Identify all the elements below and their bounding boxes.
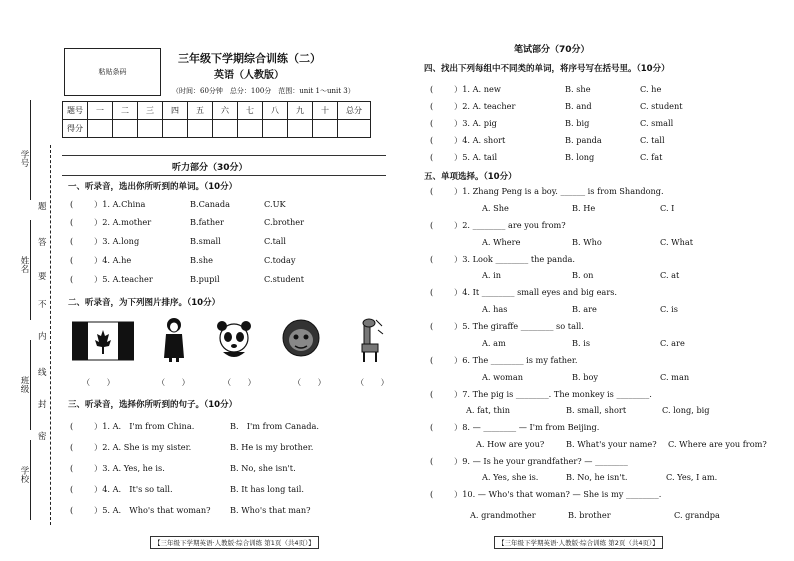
score-input[interactable] (88, 120, 113, 138)
section-3-title: 三、听录音，选择你所听到的句子。（10分） (68, 400, 238, 410)
option-b: B. He is my brother. (230, 442, 314, 452)
score-table-cell: 十 (313, 102, 338, 120)
score-input[interactable] (263, 120, 288, 138)
page-title: 三年级下学期综合训练（二） (178, 52, 321, 65)
option-b: B. is (572, 338, 591, 348)
option-a: A. grandmother (470, 510, 536, 520)
question-5-5: ）5. The giraffe ________ so tall. (454, 321, 584, 331)
option-c: C. Where are you from? (668, 439, 767, 449)
option-b: B. and (565, 101, 592, 111)
answer-paren[interactable]: ( (430, 456, 434, 466)
question-3-1: ）1. A. I'm from China. (94, 421, 195, 431)
option-b: B.pupil (190, 274, 220, 284)
option-b: B. she (565, 84, 591, 94)
name-label: 姓名 (19, 256, 29, 273)
answer-paren[interactable]: ( (430, 254, 434, 264)
seal-line (50, 145, 51, 525)
picture-answer-paren[interactable]: （ ） (82, 377, 115, 387)
question-4-4: ）4. A. short (454, 135, 506, 145)
question-1-4: ）4. A.he (94, 255, 132, 265)
question-1-2: ）2. A.mother (94, 217, 152, 227)
option-b: B. I'm from Canada. (230, 421, 319, 431)
option-b: B. small, short (566, 405, 627, 415)
question-4-1: ）1. A. new (454, 84, 501, 94)
score-table-header-row (63, 102, 371, 120)
option-a: A. Where (482, 237, 521, 247)
picture-answer-paren[interactable]: （ ） (293, 377, 326, 387)
option-c: C. is (660, 304, 678, 314)
score-table-cell: 一 (88, 102, 113, 120)
option-c: C.today (264, 255, 296, 265)
option-b: B. No, she isn't. (230, 463, 296, 473)
answer-paren[interactable]: ( (430, 355, 434, 365)
score-table-score-row (63, 120, 371, 138)
question-3-4: ）4. A. It's so tall. (94, 484, 173, 494)
class-line[interactable] (30, 340, 31, 430)
option-c: C. he (640, 84, 662, 94)
option-b: B.Canada (190, 199, 231, 209)
score-input[interactable] (313, 120, 338, 138)
class-label: 班级 (19, 376, 29, 393)
option-c: C. long, big (662, 405, 710, 415)
section-1-title: 一、听录音，选出你所听到的单词。（10分） (68, 182, 238, 192)
option-c: C.UK (264, 199, 286, 209)
seal-char: 要 (38, 272, 47, 282)
option-a: A. fat, thin (466, 405, 510, 415)
seal-char: 线 (38, 368, 47, 378)
option-a: A. Yes, she is. (482, 472, 539, 482)
answer-paren[interactable]: ( (70, 463, 74, 473)
barcode-area (64, 48, 161, 96)
listening-heading: 听力部分（30分） (172, 163, 248, 173)
question-4-2: ）2. A. teacher (454, 101, 516, 111)
written-heading: 笔试部分（70分） (514, 45, 590, 55)
answer-paren[interactable]: ( (70, 199, 74, 209)
answer-paren[interactable]: ( (430, 389, 434, 399)
score-input[interactable] (138, 120, 163, 138)
exam-info: （时间：60分钟 总分：100分 范围：unit 1～unit 3） (172, 87, 355, 95)
picture-answer-paren[interactable]: （ ） (157, 377, 190, 387)
score-table-cell: 二 (113, 102, 138, 120)
seal-char: 题 (38, 202, 47, 212)
option-b: B. It has long tail. (230, 484, 304, 494)
option-b: B. boy (572, 372, 599, 382)
question-5-10: ）10. — Who's that woman? — She is my ________. (454, 489, 662, 499)
question-4-5: ）5. A. tail (454, 152, 498, 162)
option-a: A. am (482, 338, 506, 348)
seal-char: 封 (38, 400, 47, 410)
question-5-9: ）9. — Is he your grandfather? — ________ (454, 456, 628, 466)
option-b: B. on (572, 270, 594, 280)
page-subtitle: 英语（人教版） (214, 70, 284, 81)
seal-char: 答 (38, 238, 47, 248)
option-a: A. has (482, 304, 508, 314)
score-input[interactable] (188, 120, 213, 138)
option-c: C. fat (640, 152, 663, 162)
answer-paren[interactable]: ( (430, 220, 434, 230)
canada-flag-image (72, 318, 134, 362)
picture-answer-paren[interactable]: （ ） (223, 377, 256, 387)
barcode-label: 粘贴条码 (98, 68, 127, 76)
option-c: C. student (640, 101, 683, 111)
answer-paren[interactable]: ( (70, 217, 74, 227)
school-line[interactable] (30, 440, 31, 520)
answer-paren[interactable]: ( (70, 236, 74, 246)
giraffe-image (356, 318, 384, 362)
score-table-cell: 题号 (63, 102, 88, 120)
question-5-4: ）4. It ________ small eyes and big ears. (454, 287, 618, 297)
question-5-7: ）7. The pig is ________. The monkey is ________. (454, 389, 652, 399)
monkey-image (281, 318, 321, 362)
picture-answer-paren[interactable]: （ ） (356, 377, 389, 387)
score-input[interactable] (338, 120, 371, 138)
score-input[interactable] (238, 120, 263, 138)
option-a: A. She (482, 203, 509, 213)
option-a: A. in (482, 270, 502, 280)
option-b: B. What's your name? (566, 439, 657, 449)
answer-paren[interactable]: ( (430, 287, 434, 297)
question-1-5: ）5. A.teacher (94, 274, 153, 284)
answer-paren[interactable]: ( (70, 255, 74, 265)
answer-paren[interactable]: ( (70, 442, 74, 452)
answer-paren[interactable]: ( (430, 135, 434, 145)
section-5-title: 五、单项选择。（10分） (424, 172, 517, 182)
question-1-1: ）1. A.China (94, 199, 146, 209)
answer-paren[interactable]: ( (430, 186, 434, 196)
question-3-2: ）2. A. She is my sister. (94, 442, 192, 452)
section-4-title: 四、找出下列每组中不同类的单词，将序号写在括号里。（10分） (424, 64, 670, 74)
score-table-cell: 得分 (63, 120, 88, 138)
answer-paren[interactable]: ( (70, 484, 74, 494)
option-c: C.brother (264, 217, 304, 227)
option-b: B. panda (565, 135, 602, 145)
option-c: C.student (264, 274, 304, 284)
footer-right: 【三年级下学期英语·人教版·综合训练 第2页（共4页）】 (494, 536, 663, 549)
score-table-cell: 四 (163, 102, 188, 120)
question-5-6: ）6. The ________ is my father. (454, 355, 578, 365)
question-3-3: ）3. A. Yes, he is. (94, 463, 165, 473)
answer-paren[interactable]: ( (430, 422, 434, 432)
option-c: C. Yes, I am. (666, 472, 718, 482)
score-input[interactable] (163, 120, 188, 138)
option-b: B. brother (568, 510, 611, 520)
question-5-8: ）8. — ________ — I'm from Beijing. (454, 422, 600, 432)
answer-paren[interactable]: ( (430, 84, 434, 94)
section-2-title: 二、听录音，为下列图片排序。（10分） (68, 298, 221, 308)
answer-paren[interactable]: ( (70, 421, 74, 431)
option-c: C. at (660, 270, 680, 280)
option-b: B. big (565, 118, 590, 128)
question-5-3: ）3. Look ________ the panda. (454, 254, 575, 264)
question-3-5: ）5. A. Who's that woman? (94, 505, 211, 515)
option-b: B. are (572, 304, 597, 314)
question-5-1: ）1. Zhang Peng is a boy. ______ is from Shandong. (454, 186, 664, 196)
score-table-cell: 七 (238, 102, 263, 120)
option-a: A. How are you? (476, 439, 545, 449)
option-a: A. woman (482, 372, 523, 382)
option-c: C. small (640, 118, 674, 128)
score-table (62, 101, 371, 138)
panda-image (215, 318, 253, 362)
score-table-cell: 九 (288, 102, 313, 120)
answer-paren[interactable]: ( (70, 274, 74, 284)
woman-image (160, 318, 188, 362)
footer-left: 【三年级下学期英语·人教版·综合训练 第1页（共4页）】 (150, 536, 319, 549)
option-c: C. are (660, 338, 685, 348)
score-table-cell: 五 (188, 102, 213, 120)
student-id-label: 学号 (19, 150, 29, 167)
option-b: B.small (190, 236, 221, 246)
option-c: C. man (660, 372, 690, 382)
seal-char: 密 (38, 432, 47, 442)
option-b: B. Who (572, 237, 602, 247)
question-1-3: ）3. A.long (94, 236, 140, 246)
answer-paren[interactable]: ( (430, 152, 434, 162)
answer-paren[interactable]: ( (430, 118, 434, 128)
question-4-3: ）3. A. pig (454, 118, 497, 128)
score-input[interactable] (213, 120, 238, 138)
answer-paren[interactable]: ( (70, 505, 74, 515)
option-b: B. long (565, 152, 595, 162)
option-c: C. I (660, 203, 675, 213)
score-table-cell: 八 (263, 102, 288, 120)
score-input[interactable] (113, 120, 138, 138)
option-c: C. What (660, 237, 694, 247)
answer-paren[interactable]: ( (430, 101, 434, 111)
score-table-cell: 六 (213, 102, 238, 120)
answer-paren[interactable]: ( (430, 321, 434, 331)
option-b: B. Who's that man? (230, 505, 311, 515)
student-id-line[interactable] (30, 100, 31, 200)
school-label: 学校 (19, 466, 29, 483)
option-c: C. grandpa (674, 510, 720, 520)
name-line[interactable] (30, 220, 31, 320)
question-5-2: ）2. ________ are you from? (454, 220, 566, 230)
option-c: C.tall (264, 236, 286, 246)
score-table-cell: 三 (138, 102, 163, 120)
option-b: B.she (190, 255, 213, 265)
option-c: C. tall (640, 135, 665, 145)
answer-paren[interactable]: ( (430, 489, 434, 499)
option-b: B.father (190, 217, 224, 227)
option-b: B. He (572, 203, 596, 213)
score-input[interactable] (288, 120, 313, 138)
seal-char: 不 (38, 300, 47, 310)
option-b: B. No, he isn't. (566, 472, 628, 482)
score-table-cell: 总分 (338, 102, 371, 120)
seal-char: 内 (38, 332, 47, 342)
